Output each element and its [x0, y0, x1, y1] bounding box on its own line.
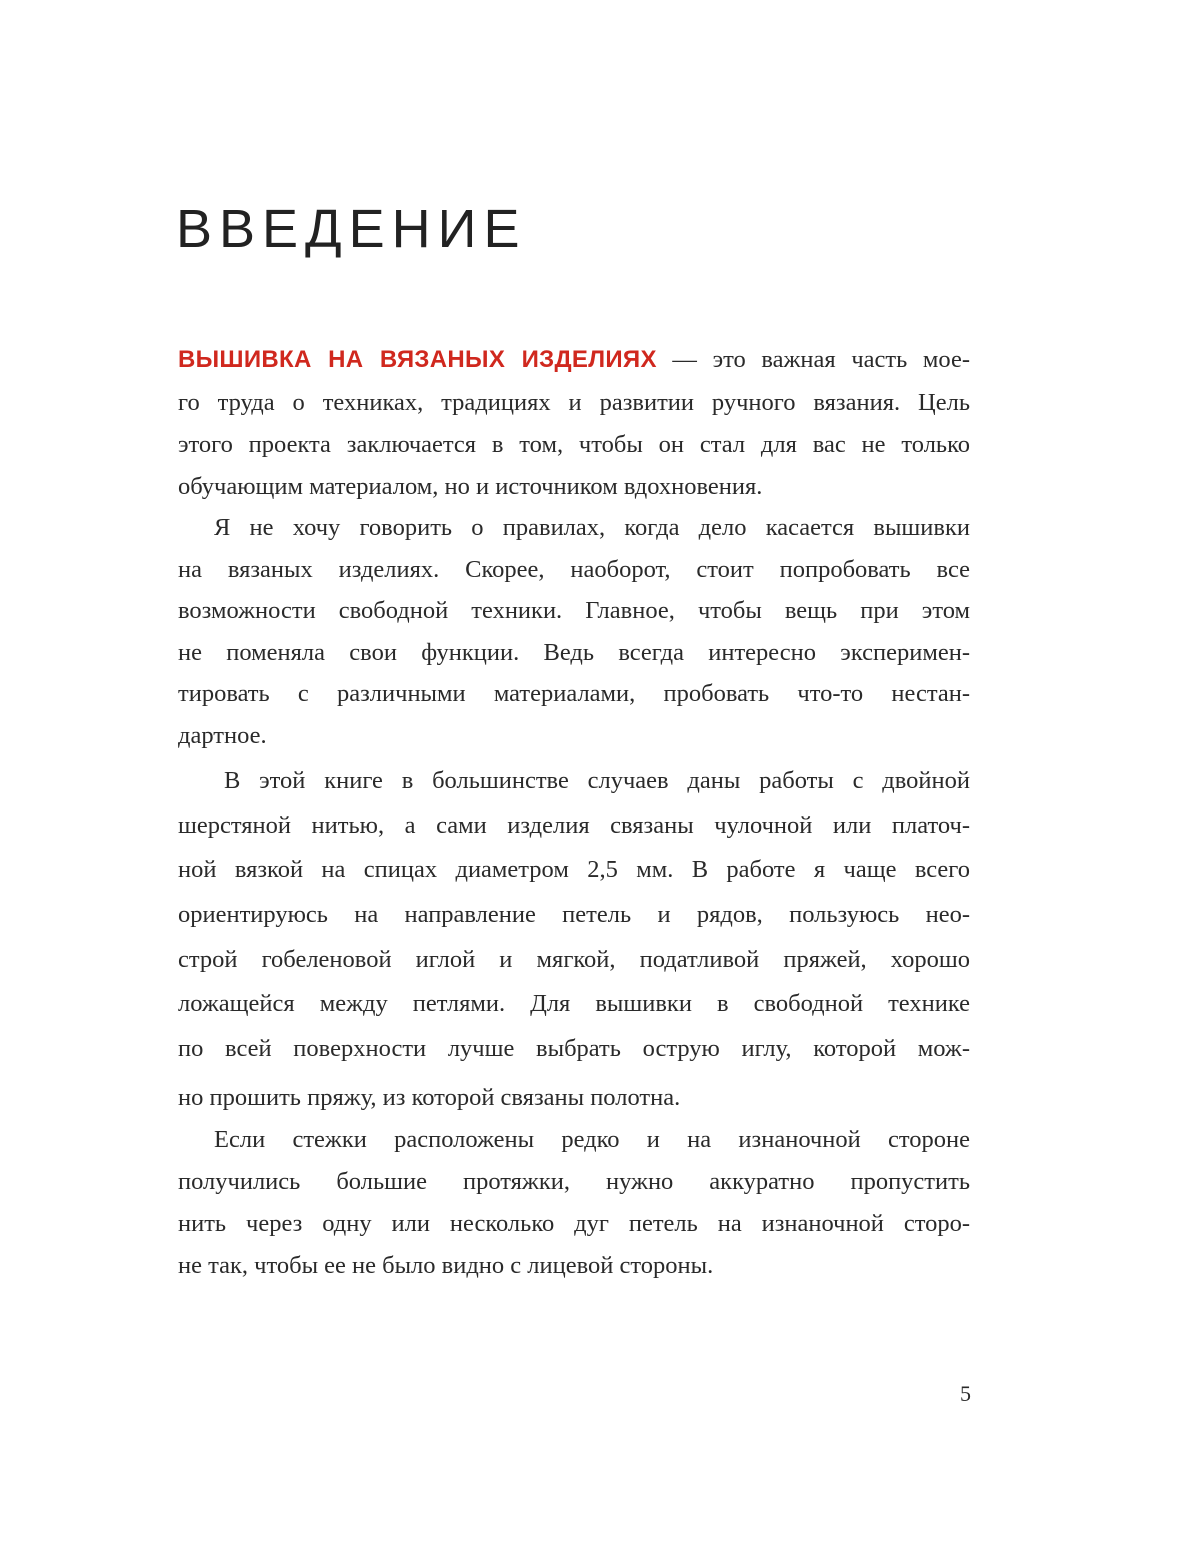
text-line: этого проекта заключается в том, чтобы он стал для вас не только: [178, 431, 970, 458]
text-line: ложащейся между петлями. Для вышивки в свободной технике: [178, 990, 970, 1017]
text-line: Если стежки расположены редко и на изнаночной стороне: [214, 1126, 970, 1153]
text-line: не поменяла свои функции. Ведь всегда интересно эксперимен-: [178, 639, 970, 666]
text-line: ориентируюсь на направление петель и рядов, пользуюсь нео-: [178, 901, 970, 928]
text-line: по всей поверхности лучше выбрать острую иглу, которой мож-: [178, 1035, 970, 1062]
text-line: строй гобеленовой иглой и мягкой, податливой пряжей, хорошо: [178, 946, 970, 973]
text-line: нить через одну или несколько дуг петель на изнаночной сторо-: [178, 1210, 970, 1237]
chapter-title: ВВЕДЕНИЕ: [176, 199, 527, 259]
text-line: дартное.: [178, 722, 267, 749]
text-line: шерстяной нитью, а сами изделия связаны чулочной или платоч-: [178, 812, 970, 839]
lead-highlight: ВЫШИВКА НА ВЯЗАНЫХ ИЗДЕЛИЯХ: [178, 346, 657, 373]
text-line: не так, чтобы ее не было видно с лицевой стороны.: [178, 1252, 714, 1279]
lead-rest: — это важная часть мое-: [656, 346, 971, 373]
text-line: Я не хочу говорить о правилах, когда дело касается вышивки: [214, 514, 970, 541]
text-line: возможности свободной техники. Главное, чтобы вещь при этом: [178, 597, 970, 624]
text-line: получились большие протяжки, нужно аккуратно пропустить: [178, 1168, 970, 1195]
text-line: го труда о техниках, традициях и развитии ручного вязания. Цель: [178, 389, 970, 416]
text-line: ной вязкой на спицах диаметром 2,5 мм. В работе я чаще всего: [178, 856, 970, 883]
lead-line: [178, 345, 970, 375]
text-line: но прошить пряжу, из которой связаны полотна.: [178, 1084, 681, 1111]
text-line: В этой книге в большинстве случаев даны работы с двойной: [224, 767, 970, 794]
text-line: на вязаных изделиях. Скорее, наоборот, стоит попробовать все: [178, 556, 970, 583]
text-line: тировать с различными материалами, пробовать что-то нестан-: [178, 680, 970, 707]
text-line: обучающим материалом, но и источником вдохновения.: [178, 473, 763, 500]
page-number: 5: [960, 1381, 971, 1406]
